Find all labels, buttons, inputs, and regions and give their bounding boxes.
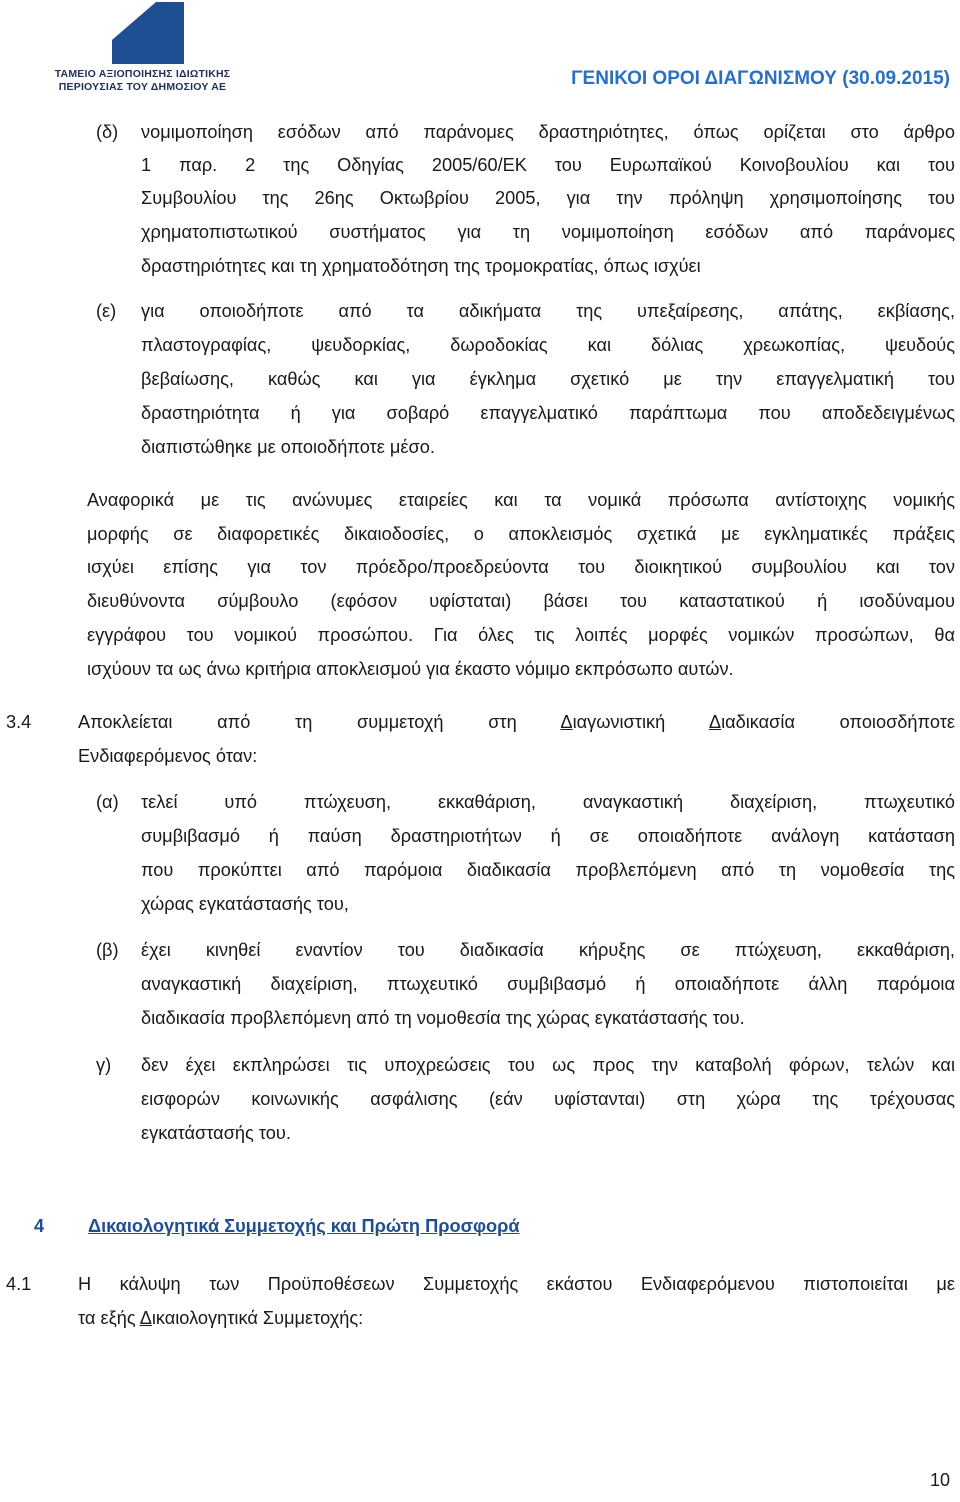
logo-text <box>40 68 245 94</box>
item-e-label: (ε) <box>96 301 117 321</box>
section-4-1-number: 4.1 <box>6 1274 32 1294</box>
logo-mark-icon <box>112 2 184 64</box>
document-header-title: ΓΕΝΙΚΟΙ ΟΡΟΙ ΔΙΑΓΩΝΙΣΜΟΥ (30.09.2015) <box>571 68 950 89</box>
item-e-line1: για οποιοδήποτε από τα αδικήματα της υπεξαίρεσης, απάτης, εκβίασης, <box>141 301 955 321</box>
logo-arrow-icon <box>112 2 184 64</box>
section-4-1-line1: Η κάλυψη των Προϋποθέσεων Συμμετοχής εκάστου Ενδιαφερόμενου πιστοποιείται με <box>78 1274 955 1294</box>
item-d-line3: Συμβουλίου της 26ης Οκτωβρίου 2005, για την πρόληψη χρησιμοποίησης του <box>141 188 955 208</box>
logo-text-line1: ΤΑΜΕΙΟ ΑΞΙΟΠΟΙΗΣΗΣ ΙΔΙΩΤΙΚΗΣ <box>54 68 231 80</box>
para-line4: διευθύνοντα σύμβουλο (εφόσον υφίσταται) βάσει του καταστατικού ή ισοδύναμου <box>87 591 955 611</box>
para-line5: εγγράφου του νομικού προσώπου. Για όλες τις λοιπές μορφές νομικών προσώπων, θα <box>87 625 955 645</box>
item-d-line1: νομιμοποίηση εσόδων από παράνομες δραστηριότητες, όπως ορίζεται στο άρθρο <box>141 122 955 142</box>
item-a-label: (α) <box>96 792 119 812</box>
item-g-label: γ) <box>96 1055 112 1075</box>
section-3-4-number: 3.4 <box>6 712 32 732</box>
item-a-line3: που προκύπτει από παρόμοια διαδικασία προβλεπόμενη από τη νομοθεσία της <box>141 860 955 880</box>
para-line2: μορφής σε διαφορετικές δικαιοδοσίες, ο αποκλεισμός σχετικά με εγκληματικές πράξεις <box>87 524 955 544</box>
section-3-4-line2: Ενδιαφερόμενος όταν: <box>78 746 258 766</box>
page-number: 10 <box>929 1470 950 1490</box>
organization-logo <box>40 2 245 97</box>
section-4-1-line2: τα εξής Δικαιολογητικά Συμμετοχής: <box>78 1308 364 1328</box>
logo-text-line2: ΠΕΡΙΟΥΣΙΑΣ ΤΟΥ ΔΗΜΟΣΙΟΥ ΑΕ <box>58 81 227 93</box>
item-e-line2: πλαστογραφίας, ψευδορκίας, δωροδοκίας και δόλιας χρεωκοπίας, ψευδούς <box>141 335 955 355</box>
item-b-line1: έχει κινηθεί εναντίον του διαδικασία κήρυξης σε πτώχευση, εκκαθάριση, <box>141 940 955 960</box>
item-d-line2: 1 παρ. 2 της Οδηγίας 2005/60/ΕΚ του Ευρωπαϊκού Κοινοβουλίου και του <box>141 155 955 175</box>
item-a-line4: χώρας εγκατάστασής του, <box>141 894 349 914</box>
item-d-line4: χρηματοπιστωτικού συστήματος για τη νομιμοποίηση εσόδων από παράνομες <box>141 222 955 242</box>
item-e-line3: βεβαίωσης, καθώς και για έγκλημα σχετικό με την επαγγελματική του <box>141 369 955 389</box>
item-g-line2: εισφορών κοινωνικής ασφάλισης (εάν υφίστανται) στη χώρα της τρέχουσας <box>141 1089 955 1109</box>
item-a-line1: τελεί υπό πτώχευση, εκκαθάριση, αναγκαστική διαχείριση, πτωχευτικό <box>141 792 955 812</box>
item-e-line4: δραστηριότητα ή για σοβαρό επαγγελματικό παράπτωμα που αποδεδειγμένως <box>141 403 955 423</box>
item-b-label: (β) <box>96 940 119 960</box>
section-3-4-line1: Αποκλείεται από τη συμμετοχή στη Διαγωνιστική Διαδικασία οποιοσδήποτε <box>78 712 955 732</box>
item-d-label: (δ) <box>96 122 119 142</box>
para-line1: Αναφορικά με τις ανώνυμες εταιρείες και τα νομικά πρόσωπα αντίστοιχης νομικής <box>87 490 955 510</box>
para-line6: ισχύουν τα ως άνω κριτήρια αποκλεισμού για έκαστο νόμιμο εκπρόσωπο αυτών. <box>87 659 734 679</box>
item-g-line1: δεν έχει εκπληρώσει τις υποχρεώσεις του ως προς την καταβολή φόρων, τελών και <box>141 1055 955 1075</box>
item-b-line3: διαδικασία προβλεπόμενη από τη νομοθεσία της χώρας εγκατάστασής του. <box>141 1008 745 1028</box>
section-4-title: Δικαιολογητικά Συμμετοχής και Πρώτη Προσφορά <box>88 1216 520 1236</box>
item-e-line5: διαπιστώθηκε με οποιοδήποτε μέσο. <box>141 437 435 457</box>
para-line3: ισχύει επίσης για τον πρόεδρο/προεδρεύοντα του διοικητικού συμβουλίου και τον <box>87 557 955 577</box>
item-a-line2: συμβιβασμό ή παύση δραστηριοτήτων ή σε οποιαδήποτε ανάλογη κατάσταση <box>141 826 955 846</box>
section-4-number: 4 <box>34 1216 45 1236</box>
item-b-line2: αναγκαστική διαχείριση, πτωχευτικό συμβιβασμό ή οποιαδήποτε άλλη παρόμοια <box>141 974 955 994</box>
item-g-line3: εγκατάστασής του. <box>141 1123 291 1143</box>
item-d-line5: δραστηριότητες και τη χρηματοδότηση της τρομοκρατίας, όπως ισχύει <box>141 256 701 276</box>
